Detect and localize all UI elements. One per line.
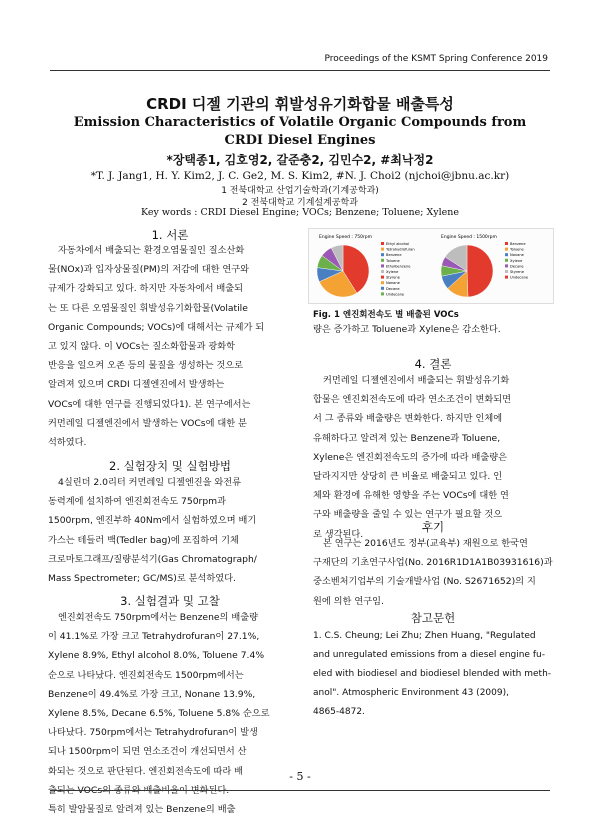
legend-swatch (505, 248, 508, 251)
text-line: 크로마토그래프/질량분석기(Gas Chromatograph/ (48, 553, 257, 565)
legend-swatch (381, 276, 384, 279)
text-line: 커먼레일 디젤엔진에서 발생하는 VOCs에 대한 분 (48, 417, 247, 429)
text-line: 동력계에 설치하여 엔진회전속도 750rpm과 (48, 496, 226, 508)
legend-swatch (505, 270, 508, 273)
text-line: 나타났다. 750rpm에서는 Tetrahydrofuran이 발생 (48, 727, 258, 739)
legend-label: Ethylbenzene (386, 264, 411, 269)
text-line: 달라지지만 상당히 큰 비율로 배출되고 있다. 인 (313, 471, 503, 483)
legend-label: Undecane (386, 292, 405, 297)
text-line: 1500rpm, 엔진부하 40Nm에서 실험하였으며 배기 (48, 515, 257, 527)
section-2-title: 2. 실험장치 및 실험방법 (109, 459, 231, 473)
section-3-body (48, 608, 292, 819)
text-line: VOCs에 대한 연구를 진행되었다1). 본 연구에서는 (48, 398, 251, 410)
chart-right-title: Engine Speed : 1500rpm (441, 235, 497, 240)
legend-label: Styrene (386, 275, 400, 280)
legend-swatch (505, 264, 508, 267)
text-line: 물(NOx)과 입자상물질(PM)의 저감에 대한 연구와 (48, 264, 250, 276)
legend-swatch (381, 259, 384, 262)
text-line: 석하였다. (48, 437, 87, 449)
references-title: 참고문헌 (410, 611, 456, 625)
pie-750rpm (317, 245, 369, 297)
conference-header: Proceedings of the KSMT Spring Conference 2019 (324, 54, 548, 64)
section-4-title: 4. 결론 (414, 357, 452, 371)
legend-label: Toluene (386, 258, 400, 263)
legend-label: Toluene (510, 247, 524, 252)
text-line: 가스는 테들러 백(Tedler bag)에 포집하여 기체 (48, 534, 239, 546)
section-1-title: 1. 서론 (151, 228, 189, 242)
legend-label: Decane (386, 286, 400, 291)
legend-label: Ethyl alcohol (386, 242, 410, 246)
text-line: 는 또 다른 오염물질인 휘발성유기화합물(Volatile (48, 302, 248, 314)
pie-slice-benzene (467, 245, 493, 297)
legend-swatch (381, 287, 384, 290)
legend-swatch (381, 248, 384, 251)
text-line: Xylene 8.5%, Decane 6.5%, Toluene 5.8% 순으로 (48, 708, 270, 720)
pie-1500rpm (441, 245, 493, 297)
text-line: 특히 발암물질로 알려져 있는 Benzene의 배출 (48, 804, 236, 816)
affiliation-2: 2 전북대학교 기계설계공학과 (242, 198, 358, 208)
section-2-body (48, 473, 292, 588)
legend-label: Nonane (510, 253, 524, 258)
header-rule (50, 70, 550, 71)
text-line: 4865-4872. (313, 707, 365, 717)
text-line: 알려져 있으며 CRDI 디젤엔진에서 발생하는 (48, 379, 225, 391)
affiliation-1: 1 전북대학교 산업기술학과(기계공학과) (221, 186, 379, 196)
legend-swatch (381, 281, 384, 284)
text-line: Xylene은 엔진회전속도의 증가에 따라 배출량은 (313, 451, 507, 463)
text-line: 체와 환경에 유해한 영향을 주는 VOCs에 대한 연 (313, 490, 509, 502)
text-line: 엔진회전속도 750rpm에서는 Benzene의 배출량 (58, 612, 258, 623)
legend-label: Tetrahydrofuran (386, 247, 415, 252)
legend-swatch (505, 259, 508, 262)
acknowledgement-body (313, 534, 553, 611)
authors-english: *T. J. Jang1, H. Y. Kim2, J. C. Ge2, M. S. Kim2, #N. J. Choi2 (njchoi@jbnu.ac.kr) (90, 170, 510, 182)
legend-label: Styrene (510, 270, 524, 274)
text-line: 커먼레일 디젤엔진에서 배출되는 휘발성유기화 (323, 375, 510, 386)
text-line: 화되는 것으로 판단된다. 엔진회전속도에 따라 배 (48, 765, 244, 777)
text-line: anol". Atmospheric Environment 43 (2009), (313, 688, 509, 698)
keywords: Key words : CRDI Diesel Engine; VOCs; Benzene; Toluene; Xylene (141, 207, 459, 218)
section-4-body (313, 371, 553, 544)
legend-swatch (381, 242, 384, 245)
figure-caption: Fig. 1 엔진회전속도 별 배출된 VOCs (313, 310, 459, 320)
figure-1 (308, 228, 554, 304)
text-line: 본 연구는 2016년도 정부(교육부) 재원으로 한국연 (323, 538, 528, 549)
text-line: Mass Spectrometer; GC/MS)로 분석하였다. (48, 573, 236, 585)
legend-label: Nonane (386, 281, 400, 286)
text-line: Xylene 8.9%, Ethyl alcohol 8.0%, Toluene 7.4% (48, 650, 265, 662)
legend-swatch (381, 270, 384, 273)
authors-korean: *장택종1, 김호영2, 갈준충2, 김민수2, #최낙정2 (166, 153, 434, 167)
text-line: 유해하다고 알려져 있는 Benzene과 Toluene, (313, 432, 501, 444)
references-body (313, 627, 553, 722)
acknowledgement-title: 후기 (421, 520, 445, 534)
text-line: and unregulated emissions from a diesel engine fu- (313, 650, 545, 660)
legend-label: Undecane (510, 275, 529, 280)
legend-750rpm (381, 242, 415, 296)
legend-label: Benzene (386, 253, 402, 258)
legend-swatch (505, 242, 508, 245)
text-line: 고 있지 않다. 이 VOCs는 질소화합물과 광화학 (48, 341, 236, 353)
title-korean: CRDI 디젤 기관의 휘발성유기화합물 배출특성 (146, 95, 454, 113)
legend-swatch (381, 253, 384, 256)
page-number: - 5 - (289, 770, 311, 783)
text-line: 출되는 VOCs의 종류와 배출비율이 변화된다. (48, 784, 230, 796)
legend-swatch (381, 264, 384, 267)
text-line: eled with biodiesel and biodiesel blended with meth- (313, 669, 552, 679)
text-line: 되나 1500rpm이 되면 연소조건이 개선되면서 산 (48, 746, 247, 758)
text-line: 4실린더 2.0리터 커먼레일 디젤엔진을 와전류 (58, 477, 242, 488)
text-line: 로 생각된다. (313, 528, 364, 540)
text-line: Benzene이 49.4%로 가장 크고, Nonane 13.9%, (48, 688, 256, 700)
figure-1-charts (309, 229, 553, 303)
legend-1500rpm (505, 242, 529, 280)
text-line: 합물은 엔진회전속도에 따라 연소조건이 변화되면 (313, 394, 512, 406)
text-line: 중소벤처기업부의 기술개발사업 (No. S2671652)의 지 (313, 576, 536, 588)
text-line: 구재단의 기초연구사업(No. 2016R1D1A1B03931616)과 (313, 557, 553, 569)
legend-swatch (505, 276, 508, 279)
legend-swatch (381, 292, 384, 295)
section-3-continued: 량은 증가하고 Toluene과 Xylene은 감소한다. (313, 324, 501, 335)
text-line: 순으로 나타났다. 엔진회전속도 1500rpm에서는 (48, 669, 244, 681)
text-line: 1. C.S. Cheung; Lei Zhu; Zhen Huang, "Regulated (313, 631, 536, 641)
text-line: Organic Compounds; VOCs)에 대해서는 규제가 되 (48, 321, 265, 333)
text-line: 원에 의한 연구임. (313, 595, 384, 607)
text-line: 서 그 종류와 배출량은 변화한다. 하지만 인체에 (313, 413, 503, 425)
section-3-title: 3. 실험결과 및 고찰 (120, 594, 220, 608)
section-1-body (48, 241, 292, 452)
legend-label: Decane (510, 264, 524, 269)
legend-label: Xylene (386, 270, 399, 274)
text-line: 이 41.1%로 가장 크고 Tetrahydrofuran이 27.1%, (48, 631, 260, 643)
legend-swatch (505, 253, 508, 256)
text-line: 자동차에서 배출되는 환경오염물질인 질소산화 (58, 245, 245, 256)
title-english: Emission Characteristics of Volatile Organic Compounds from CRDI Diesel Engines (73, 115, 527, 148)
text-line: 구와 배출량을 줄일 수 있는 연구가 필요할 것으 (313, 509, 503, 521)
legend-label: Benzene (510, 242, 526, 246)
legend-label: Xylene (510, 258, 523, 263)
chart-left-title: Engine Speed : 750rpm (319, 235, 373, 240)
footer-rule (50, 790, 550, 791)
text-line: 반응을 일으켜 오존 등의 물질을 생성하는 것으로 (48, 360, 244, 372)
text-line: 규제가 강화되고 있다. 하지만 자동차에서 배출되 (48, 283, 244, 295)
